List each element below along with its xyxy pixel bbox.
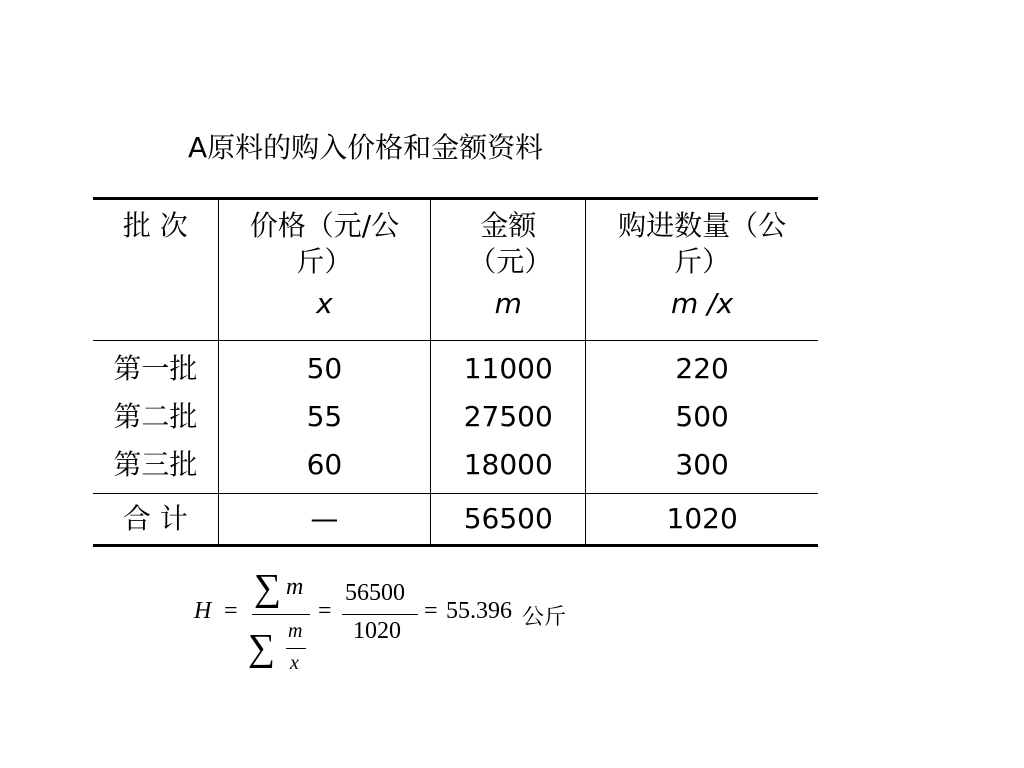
header-price [218, 199, 431, 341]
table-title: A原料的购入价格和金额资料 [188, 131, 544, 164]
table-body-row [93, 341, 818, 494]
formula-value-numerator: 56500 [345, 580, 405, 606]
formula-result: 55.396 [446, 598, 512, 624]
table-header-row [93, 199, 818, 341]
header-quantity-label: 购进数量（公斤） [618, 209, 787, 278]
total-quantity: 1020 [586, 494, 818, 546]
price-value-1: 50 [306, 352, 343, 385]
formula-value-denominator: 1020 [353, 618, 401, 644]
header-price-variable: x [316, 287, 333, 320]
table-total-row [93, 494, 818, 546]
harmonic-mean-formula [190, 560, 610, 690]
formula-numerator-var: m [286, 574, 304, 600]
price-amount-table [93, 197, 818, 547]
amount-cell [431, 341, 586, 494]
formula-inner-fraction-bar [286, 648, 306, 649]
header-quantity-variable: m /x [671, 287, 734, 320]
price-value-3: 60 [306, 448, 343, 481]
total-price: — [218, 494, 431, 546]
header-batch [93, 199, 218, 341]
formula-lhs: H [194, 598, 212, 624]
batch-cell [93, 341, 218, 494]
amount-value-2: 27500 [463, 400, 553, 433]
quantity-cell [586, 341, 818, 494]
formula-value-fraction-bar [342, 614, 418, 615]
batch-label-1: 第一批 [113, 352, 198, 385]
header-amount-label: 金额（元） [468, 209, 553, 278]
formula-equals-1: = [224, 598, 238, 624]
price-cell [218, 341, 431, 494]
amount-value-3: 18000 [463, 448, 553, 481]
formula-main-fraction-bar [252, 614, 310, 615]
total-label: 合 计 [93, 494, 218, 546]
quantity-value-1: 220 [675, 352, 729, 385]
header-quantity [586, 199, 818, 341]
quantity-value-2: 500 [675, 400, 729, 433]
quantity-value-3: 300 [675, 448, 729, 481]
amount-value-1: 11000 [463, 352, 553, 385]
header-amount-variable: m [494, 287, 522, 320]
header-amount [431, 199, 586, 341]
formula-inner-denominator: x [290, 652, 299, 674]
formula-equals-2: = [318, 598, 332, 624]
price-value-2: 55 [306, 400, 343, 433]
batch-label-2: 第二批 [113, 400, 198, 433]
header-price-label: 价格（元/公斤） [249, 209, 400, 278]
formula-inner-numerator: m [288, 620, 303, 642]
formula-sum-denominator: ∑ [248, 627, 276, 669]
batch-label-3: 第三批 [113, 448, 198, 481]
formula-unit: 公斤 [522, 605, 567, 630]
header-batch-label: 批 次 [122, 209, 188, 242]
formula-sum-numerator: ∑ [254, 567, 282, 609]
total-amount: 56500 [431, 494, 586, 546]
formula-equals-3: = [424, 598, 438, 624]
